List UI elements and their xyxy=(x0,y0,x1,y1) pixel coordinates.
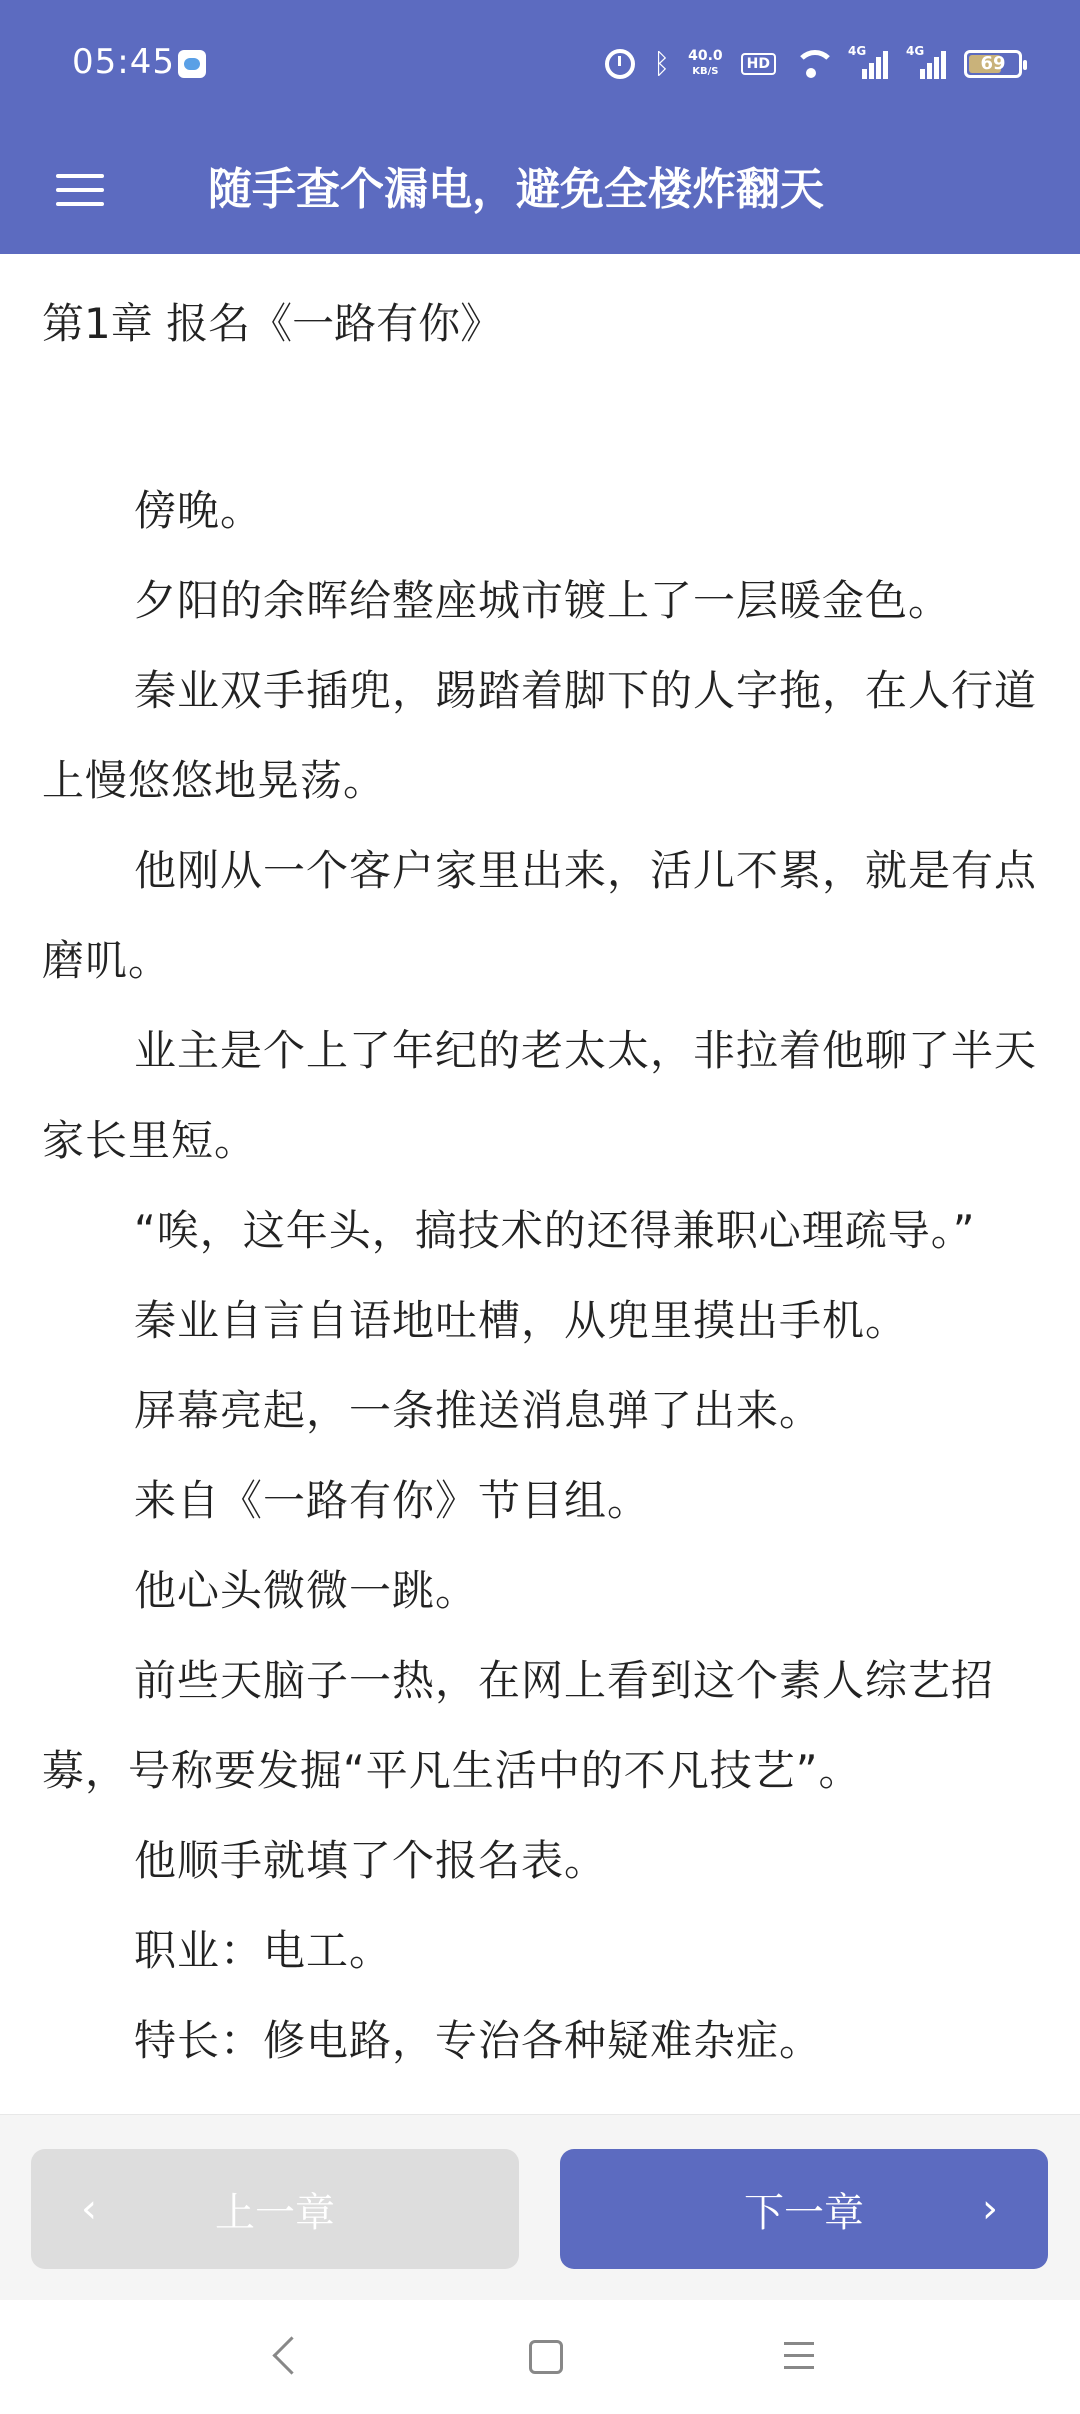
paragraph: 业主是个上了年纪的老太太，非拉着他聊了半天家长里短。 xyxy=(42,1026,1038,1165)
prev-chapter-label: 上一章 xyxy=(215,2189,335,2236)
bluetooth-icon: ᛒ xyxy=(653,47,671,80)
battery-icon xyxy=(964,50,1022,78)
notification-app-icon xyxy=(178,50,206,78)
alarm-icon xyxy=(605,49,635,79)
paragraph: 职业：电工。 xyxy=(134,1926,393,1975)
reader-content[interactable] xyxy=(0,254,1080,2114)
paragraph: 他顺手就填了个报名表。 xyxy=(134,1836,608,1885)
paragraph: 来自《一路有你》节目组。 xyxy=(134,1476,651,1525)
header xyxy=(0,0,1080,254)
status-bar xyxy=(0,0,1080,128)
app-bar xyxy=(0,128,1080,254)
next-chapter-label: 下一章 xyxy=(744,2189,864,2236)
chapter-body xyxy=(42,466,1042,2086)
paragraph: 屏幕亮起，一条推送消息弹了出来。 xyxy=(134,1386,823,1435)
home-square-icon[interactable] xyxy=(523,2334,567,2378)
paragraph: 傍晚。 xyxy=(134,486,264,535)
signal-icon xyxy=(906,44,946,79)
signal-label: 4G xyxy=(848,44,867,58)
hamburger-menu-icon[interactable] xyxy=(48,158,112,222)
hd-icon: HD xyxy=(741,53,776,75)
paragraph: 秦业自言自语地吐槽，从兜里摸出手机。 xyxy=(134,1296,909,1345)
network-speed xyxy=(688,49,723,79)
wifi-icon xyxy=(794,50,830,78)
paragraph: 夕阳的余晖给整座城市镀上了一层暖金色。 xyxy=(134,576,952,625)
recents-lines-icon[interactable] xyxy=(778,2334,822,2378)
system-navigation-bar xyxy=(0,2300,1080,2414)
back-triangle-icon[interactable] xyxy=(266,2334,310,2378)
chevron-left-icon: ‹ xyxy=(81,2186,97,2232)
signal-icon xyxy=(848,44,888,79)
net-speed-unit: KB/S xyxy=(692,66,719,77)
page-title: 随手查个漏电，避免全楼炸翻天 xyxy=(208,164,824,215)
chevron-right-icon: › xyxy=(982,2186,998,2232)
net-speed-value: 40.0 xyxy=(688,48,723,64)
paragraph: “唉，这年头，搞技术的还得兼职心理疏导。” xyxy=(134,1206,976,1255)
prev-chapter-button[interactable] xyxy=(31,2149,519,2269)
paragraph: 他心头微微一跳。 xyxy=(134,1566,479,1615)
paragraph: 前些天脑子一热，在网上看到这个素人综艺招募，号称要发掘“平凡生活中的不凡技艺”。 xyxy=(42,1656,995,1795)
chapter-navigation xyxy=(0,2114,1080,2300)
signal-label: 4G xyxy=(906,44,925,58)
status-time: 05:45 xyxy=(72,42,175,82)
battery-text: 69 xyxy=(980,53,1006,74)
paragraph: 秦业双手插兜，踢踏着脚下的人字拖，在人行道上慢悠悠地晃荡。 xyxy=(42,666,1038,805)
next-chapter-button[interactable] xyxy=(560,2149,1048,2269)
status-icons xyxy=(605,44,1022,84)
paragraph: 特长：修电路，专治各种疑难杂症。 xyxy=(134,2016,823,2065)
paragraph: 他刚从一个客户家里出来，活儿不累，就是有点磨叽。 xyxy=(42,846,1038,985)
chapter-title: 第1章 报名《一路有你》 xyxy=(42,299,503,348)
